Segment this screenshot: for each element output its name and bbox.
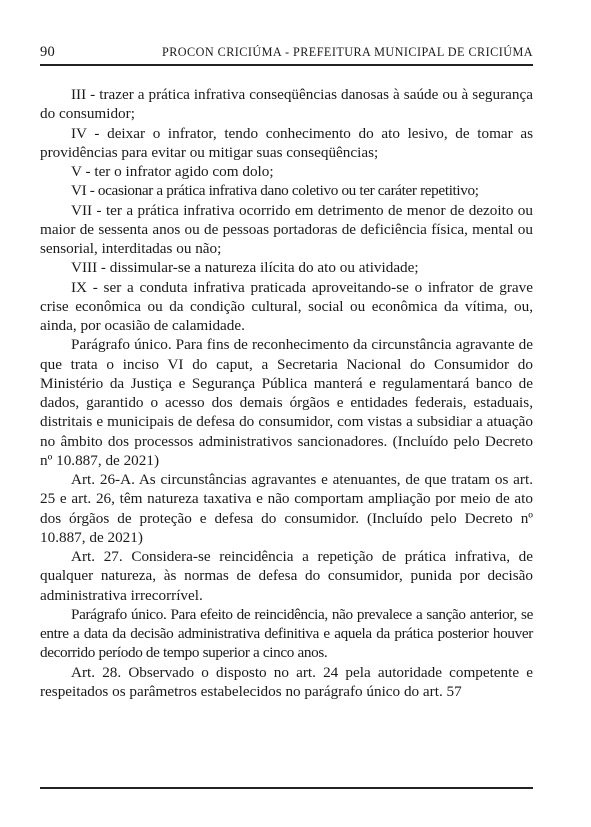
running-title: PROCON CRICIÚMA - PREFEITURA MUNICIPAL DE CRICIÚMA [161, 45, 533, 59]
paragraph-art-28: Art. 28. Observado o disposto no art. 24 pela autoridade competente e respeitados os parâmetros estabelecidos no parágrafo único do art. 57 [40, 663, 533, 700]
paragraph-inciso-iii: III - trazer a prática infrativa conseqüências danosas à saúde ou à segurança do consumidor; [40, 86, 533, 123]
footer-rule [40, 787, 533, 789]
paragraph-paragrafo-unico-1: Parágrafo único. Para fins de reconhecimento da circunstância agravante de que trata o inciso VI do caput, a Secretaria Nacional do Consumidor do Ministério da Justiça e Segurança Pública manterá e regulamentará banco de dados, garantido o acesso dos demais órgãos e entidades federais, estaduais, distritais e municipais de defesa do consumidor, com vistas a subsidiar a atuação no âmbito dos processos administrativos sancionadores. (Incluído pelo Decreto nº 10.887, de 2021) [40, 336, 533, 469]
paragraph-paragrafo-unico-2: Parágrafo único. Para efeito de reincidência, não prevalece a sanção anterior, se entre a data da decisão administrativa definitiva e aquela da prática posterior houver decorrido período de tempo superior a cinco anos. [40, 605, 533, 662]
header-rule [40, 64, 533, 66]
paragraph-inciso-vii: VII - ter a prática infrativa ocorrido em detrimento de menor de dezoito ou maior de sessenta anos ou de pessoas portadoras de deficiência física, mental ou sensorial, interditadas ou não; [40, 201, 533, 257]
paragraph-inciso-viii: VIII - dissimular-se a natureza ilícita do ato ou atividade; [71, 259, 419, 277]
page-number: 90 [40, 44, 56, 60]
paragraph-inciso-vi: VI - ocasionar a prática infrativa dano coletivo ou ter caráter repetitivo; [71, 182, 479, 200]
page-header [40, 44, 533, 66]
paragraph-art-26a: Art. 26-A. As circunstâncias agravantes e atenuantes, de que tratam os art. 25 e art. 26, têm natureza taxativa e não comportam ampliação por meio de ato dos órgãos de proteção e defesa do consumidor. (Incluído pelo Decreto nº 10.887, de 2021) [40, 471, 533, 546]
paragraph-inciso-ix: IX - ser a conduta infrativa praticada aproveitando-se o infrator de grave crise econômica ou da condição cultural, social ou econômica da vítima, ou, ainda, por ocasião de calamidade. [40, 278, 533, 334]
paragraph-inciso-iv: IV - deixar o infrator, tendo conhecimento do ato lesivo, de tomar as providências para evitar ou mitigar suas conseqüências; [40, 124, 533, 161]
paragraph-art-27: Art. 27. Considera-se reincidência a repetição de prática infrativa, de qualquer natureza, às normas de defesa do consumidor, punida por decisão administrativa irrecorrível. [40, 548, 533, 604]
paragraph-inciso-v: V - ter o infrator agido com dolo; [71, 163, 274, 180]
body-text [40, 85, 533, 701]
